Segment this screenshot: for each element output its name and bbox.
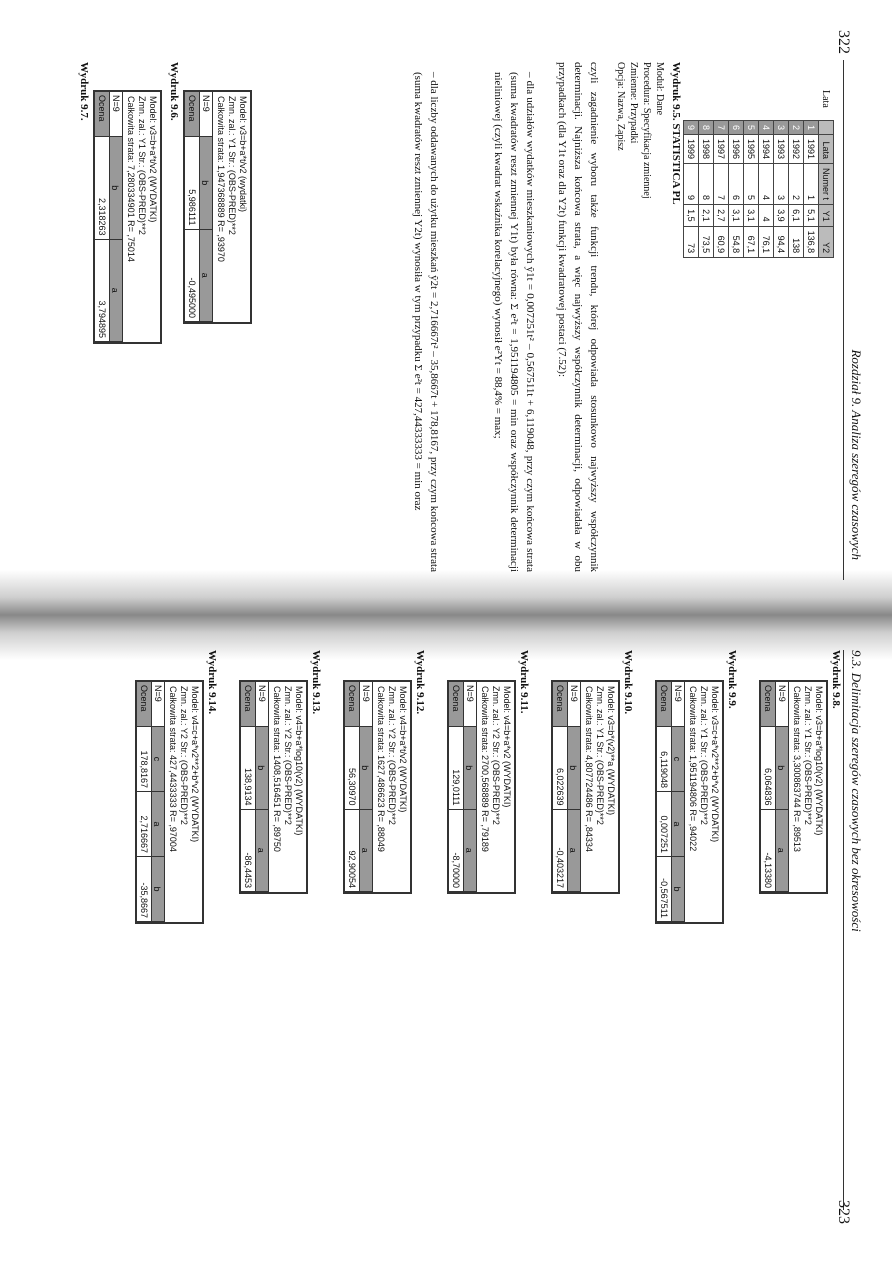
box-ocena: Ocena [345, 682, 359, 727]
box-col: a [110, 240, 122, 343]
box-variable: Zmn. zal.: Y2 Str.: (OBS-PRED)**2 [387, 686, 397, 825]
box-loss: Całkowita strata: 2700,568889 R= ,79189 [480, 686, 490, 852]
box-model: Model: v3=b+a*t/v2 (wydatki) [238, 96, 248, 213]
left-page [0, 0, 892, 600]
bullet-1: – dla udziałów wydatków mieszkaniowych ŷ1t = 0,007251t² – 0,567511t + 6,119048, przy czym końcowa strata (suma kwadratów reszt zmiennej Y1t) była równa: Σ e²t = 1,951194805 = min oraz współczynnik determinacji nieliniowej (czyli kwadrat wskaźnika korelacyjnego) wynosił e²Yt = 88,4% = max; [492, 72, 536, 572]
box-col: b [200, 137, 212, 230]
box-value: -0,495000 [185, 230, 199, 323]
box-value: 56,30970 [345, 727, 359, 810]
table-cell: 5 [744, 121, 759, 135]
table-cell: 2,1 [699, 205, 714, 227]
wydruk-caption: Wydruk 9.9. [726, 650, 738, 709]
wydruk-caption: Wydruk 9.13. [310, 650, 322, 715]
box-col: b [568, 727, 580, 810]
table-cell: 8 [699, 121, 714, 135]
table-cell: 1999 [684, 135, 699, 164]
table-cell: 1 [804, 164, 819, 205]
table-row [774, 121, 789, 258]
output-box [447, 680, 516, 894]
output-box [759, 680, 828, 894]
table-cell: 2,7 [714, 205, 729, 227]
table-cell: 1991 [804, 135, 819, 164]
box-n: N=9 [776, 682, 788, 727]
table-header-cell [819, 121, 834, 135]
menu-line: Opcja: Nazwa, Zapisz [615, 62, 626, 151]
box-header [122, 92, 160, 342]
box-ocena: Ocena [761, 682, 775, 727]
box-col: b [776, 727, 788, 810]
right-page [0, 640, 892, 1261]
table-cell: 4 [759, 205, 774, 227]
table-cell: 54,8 [729, 226, 744, 258]
box-model: Model: v4=b+a*t/v2 (WYDATKI) [398, 686, 408, 813]
box-value: 5,986111 [185, 137, 199, 230]
box-col: a [360, 810, 372, 893]
box-col-header [255, 682, 268, 892]
box-col: c [672, 727, 684, 792]
data-table [683, 120, 834, 258]
table-cell: 60,9 [714, 226, 729, 258]
table-cell: 1 [804, 121, 819, 135]
menu-line: Procedura: Specyfikacja zmiennej [641, 62, 652, 199]
box-ocena: Ocena [657, 682, 671, 727]
data-table-wrap [683, 120, 834, 258]
bullet-2: – dla liczby oddawanych do użytku mieszkań ŷ2t = 2,716667t² – 35,8667t + 178,8167, przy czym końcowa strata (suma kwadratów reszt zmiennej Y2t) wynosiła w tym przypadku Σ e²t = 427,44333333 = min oraz [412, 72, 440, 572]
output-box-9-6 [183, 90, 252, 324]
table-cell: 9 [684, 121, 699, 135]
table-header-cell: Y2 [819, 226, 834, 258]
box-header [164, 682, 202, 922]
table-cell: 4 [759, 164, 774, 205]
table-cell: 67,1 [744, 226, 759, 258]
box-values-row [761, 682, 775, 892]
table-row [789, 121, 804, 258]
box-value: 6,119048 [657, 727, 671, 792]
wydruk-caption: Wydruk 9.10. [622, 650, 634, 715]
box-value: 2,318263 [95, 137, 109, 240]
box-col: a [152, 792, 164, 857]
box-variable: Zmn. zal.: Y1 Str.: (OBS-PRED)**2 [227, 96, 237, 235]
box-value: 2,716667 [137, 792, 151, 857]
box-n: N=9 [672, 682, 684, 727]
table-cell: 1994 [759, 135, 774, 164]
wydruk-9-6-caption: Wydruk 9.6. [168, 62, 180, 121]
box-n: N=9 [152, 682, 164, 727]
menu-lines [614, 62, 666, 199]
box-loss: Całkowita strata: 3,300863744 R= ,89513 [792, 686, 802, 852]
box-n: N=9 [464, 682, 476, 727]
box-header [212, 92, 250, 322]
table-row [684, 121, 699, 258]
header-rule-left [843, 60, 844, 580]
box-ocena: Ocena [241, 682, 255, 727]
box-variable: Zmn. zal.: Y2 Str.: (OBS-PRED)**2 [283, 686, 293, 825]
box-col-header [199, 92, 212, 322]
box-ocena: Ocena [449, 682, 463, 727]
box-col: b [464, 727, 476, 810]
box-col-header [671, 682, 684, 922]
box-loss: Całkowita strata: 1,947368889 R= ,93970 [216, 96, 226, 262]
table-cell: 6,1 [789, 205, 804, 227]
box-value: 6,064836 [761, 727, 775, 810]
table-cell: 6 [729, 164, 744, 205]
box-values-row [657, 682, 671, 922]
table-row [744, 121, 759, 258]
table-cell: 73,5 [699, 226, 714, 258]
table-cell: 7 [714, 164, 729, 205]
box-col: a [256, 810, 268, 893]
output-box [655, 680, 724, 924]
box-value: -8,70000 [449, 810, 463, 893]
table-cell: 73 [684, 226, 699, 258]
box-value: -4,13380 [761, 810, 775, 893]
header-rule-right [843, 650, 844, 1210]
box-col: b [360, 727, 372, 810]
box-variable: Zmn. zal.: Y2 Str.: (OBS-PRED)**2 [491, 686, 501, 825]
box-value: 92,90054 [345, 810, 359, 893]
box-col: a [200, 230, 212, 323]
box-value: -35,8667 [137, 857, 151, 922]
box-col-header [567, 682, 580, 892]
wydruk-caption: Wydruk 9.11. [518, 650, 530, 714]
box-header [476, 682, 514, 892]
output-box [239, 680, 308, 894]
table-cell: 3 [774, 164, 789, 205]
box-col: b [256, 727, 268, 810]
box-header [684, 682, 722, 922]
box-values-row [345, 682, 359, 892]
box-variable: Zmn. zal.: Y2 Str.: (OBS-PRED)**2 [179, 686, 189, 825]
box-model: Model: v3=b+a*log10(v2) (WYDATKI) [814, 686, 824, 836]
box-values-row [553, 682, 567, 892]
wydruk-9-7-caption: Wydruk 9.7. [78, 62, 90, 121]
box-loss: Całkowita strata: 1408,516451 R= ,89750 [272, 686, 282, 852]
table-header-cell: Numer t [819, 164, 834, 205]
box-header [268, 682, 306, 892]
menu-line: Zmienne: Przypadki [628, 62, 639, 144]
table-cell: 136,8 [804, 226, 819, 258]
table-cell: 1997 [714, 135, 729, 164]
box-header [788, 682, 826, 892]
table-cell: 2 [789, 121, 804, 135]
table-cell: 4 [759, 121, 774, 135]
menu-line: Moduł: Dane [654, 62, 665, 116]
output-box-9-7 [93, 90, 162, 344]
table-cell: 76,1 [759, 226, 774, 258]
table-cell: 7 [714, 121, 729, 135]
box-values-row [137, 682, 151, 922]
box-value: 0,007251 [657, 792, 671, 857]
box-n: N=9 [110, 92, 122, 137]
table-cell: 1995 [744, 135, 759, 164]
table-cell: 1,5 [684, 205, 699, 227]
box-model: Model: v3=b*(v2)**a (WYDATKI) [606, 686, 616, 816]
box-header [372, 682, 410, 892]
table-header-cell: Lata [819, 135, 834, 164]
box-value: 6,022639 [553, 727, 567, 810]
wydruk-caption: Wydruk 9.12. [414, 650, 426, 715]
box-variable: Zmn. zal.: Y1 Str.: (OBS-PRED)**2 [699, 686, 709, 825]
box-model: Model: v3=c+a*v2**2+b*v2 (WYDATKI) [710, 686, 720, 843]
wydruk-caption: Wydruk 9.14. [206, 650, 218, 715]
page-number-right: 323 [835, 1200, 852, 1224]
box-n: N=9 [568, 682, 580, 727]
table-cell: 1992 [789, 135, 804, 164]
table-label: Lata [820, 90, 831, 108]
box-variable: Zmn. zal.: Y1 Str.: (OBS-PRED)**2 [595, 686, 605, 825]
box-ocena: Ocena [137, 682, 151, 727]
table-row [699, 121, 714, 258]
box-value: 3,794895 [95, 240, 109, 343]
table-header-cell: Y1 [819, 205, 834, 227]
box-values-row [241, 682, 255, 892]
box-loss: Całkowita strata: 427,4433333 R= ,97004 [168, 686, 178, 852]
box-col: c [152, 727, 164, 792]
box-loss: Całkowita strata: 1,951194806 R= ,94022 [688, 686, 698, 852]
table-row [729, 121, 744, 258]
box-model: Model: v4=c+a*v2**2+b*v2 (WYDATKI) [190, 686, 200, 843]
box-variable: Zmn. zal.: Y1 Str.: (OBS-PRED)**2 [803, 686, 813, 825]
box-ocena: Ocena [185, 92, 199, 137]
page-number-left: 322 [835, 30, 852, 54]
running-head-right: 9.3. Delimitacja szeregów czasowych bez okresowości [849, 650, 864, 932]
box-col-header [109, 92, 122, 342]
table-cell: 1993 [774, 135, 789, 164]
table-cell: 3,1 [744, 205, 759, 227]
box-values-row [95, 92, 109, 342]
box-value: -86,4453 [241, 810, 255, 893]
table-cell: 5 [744, 164, 759, 205]
box-col-header [463, 682, 476, 892]
box-values-row [185, 92, 199, 322]
box-n: N=9 [256, 682, 268, 727]
box-value: 138,9134 [241, 727, 255, 810]
box-variable: Zmn. zal.: Y1 Str.: (OBS-PRED)**2 [137, 96, 147, 235]
box-ocena: Ocena [553, 682, 567, 727]
box-model: Model: v3=b+a*t/v2 (WYDATKI) [148, 96, 158, 223]
box-loss: Całkowita strata: 1627,486623 R= ,88049 [376, 686, 386, 852]
box-values-row [449, 682, 463, 892]
table-cell: 138 [789, 226, 804, 258]
table-cell: 94,4 [774, 226, 789, 258]
wydruk-caption: Wydruk 9.8. [830, 650, 842, 709]
paragraph-1: czyli zagadnienie wyboru także funkcji trendu, której odpowiada stosunkowo najwyższy współczynnik determinacji. Najniższa końcowa strata, a więc najwyższy współczynnik determinacji, odpowiadała w obu przypadkach (dla Y1t oraz dla Y2t) funkcji kwadratowej postaci (7.52): [556, 62, 600, 572]
table-cell: 1996 [729, 135, 744, 164]
table-row [714, 121, 729, 258]
table-cell: 3,1 [729, 205, 744, 227]
box-value: 129,0111 [449, 727, 463, 810]
box-loss: Całkowita strata: 7,280334901 R= ,75014 [126, 96, 136, 262]
box-value: -0,403217 [553, 810, 567, 893]
box-model: Model: v4=b+a*v2 (WYDATKI) [502, 686, 512, 808]
table-cell: 6 [729, 121, 744, 135]
table-cell: 5,1 [804, 205, 819, 227]
table-cell: 3,9 [774, 205, 789, 227]
table-cell: 3 [774, 121, 789, 135]
wydruk-9-5-caption: Wydruk 9.5. STATISTICA PL [670, 62, 682, 205]
box-col-header [151, 682, 164, 922]
box-n: N=9 [200, 92, 212, 137]
box-col: a [568, 810, 580, 893]
box-header [580, 682, 618, 892]
running-head-left: Rozdział 9. Analiza szeregów czasowych [849, 349, 864, 560]
output-box [135, 680, 204, 924]
table-cell: 9 [684, 164, 699, 205]
table-cell: 8 [699, 164, 714, 205]
box-col: b [672, 857, 684, 922]
box-col-header [775, 682, 788, 892]
box-n: N=9 [360, 682, 372, 727]
box-loss: Całkowita strata: 4,807724486 R= ,84334 [584, 686, 594, 852]
box-col-header [359, 682, 372, 892]
box-col: a [776, 810, 788, 893]
box-ocena: Ocena [95, 92, 109, 137]
box-col: a [672, 792, 684, 857]
table-cell: 2 [789, 164, 804, 205]
box-col: a [464, 810, 476, 893]
box-col: b [110, 137, 122, 240]
box-value: -0,567511 [657, 857, 671, 922]
box-model: Model: v4=b+a*log10(v2) (WYDATKI) [294, 686, 304, 836]
box-col: b [152, 857, 164, 922]
box-value: 178,8167 [137, 727, 151, 792]
table-cell: 1998 [699, 135, 714, 164]
output-box [551, 680, 620, 894]
table-row [804, 121, 819, 258]
table-row [759, 121, 774, 258]
output-box [343, 680, 412, 894]
